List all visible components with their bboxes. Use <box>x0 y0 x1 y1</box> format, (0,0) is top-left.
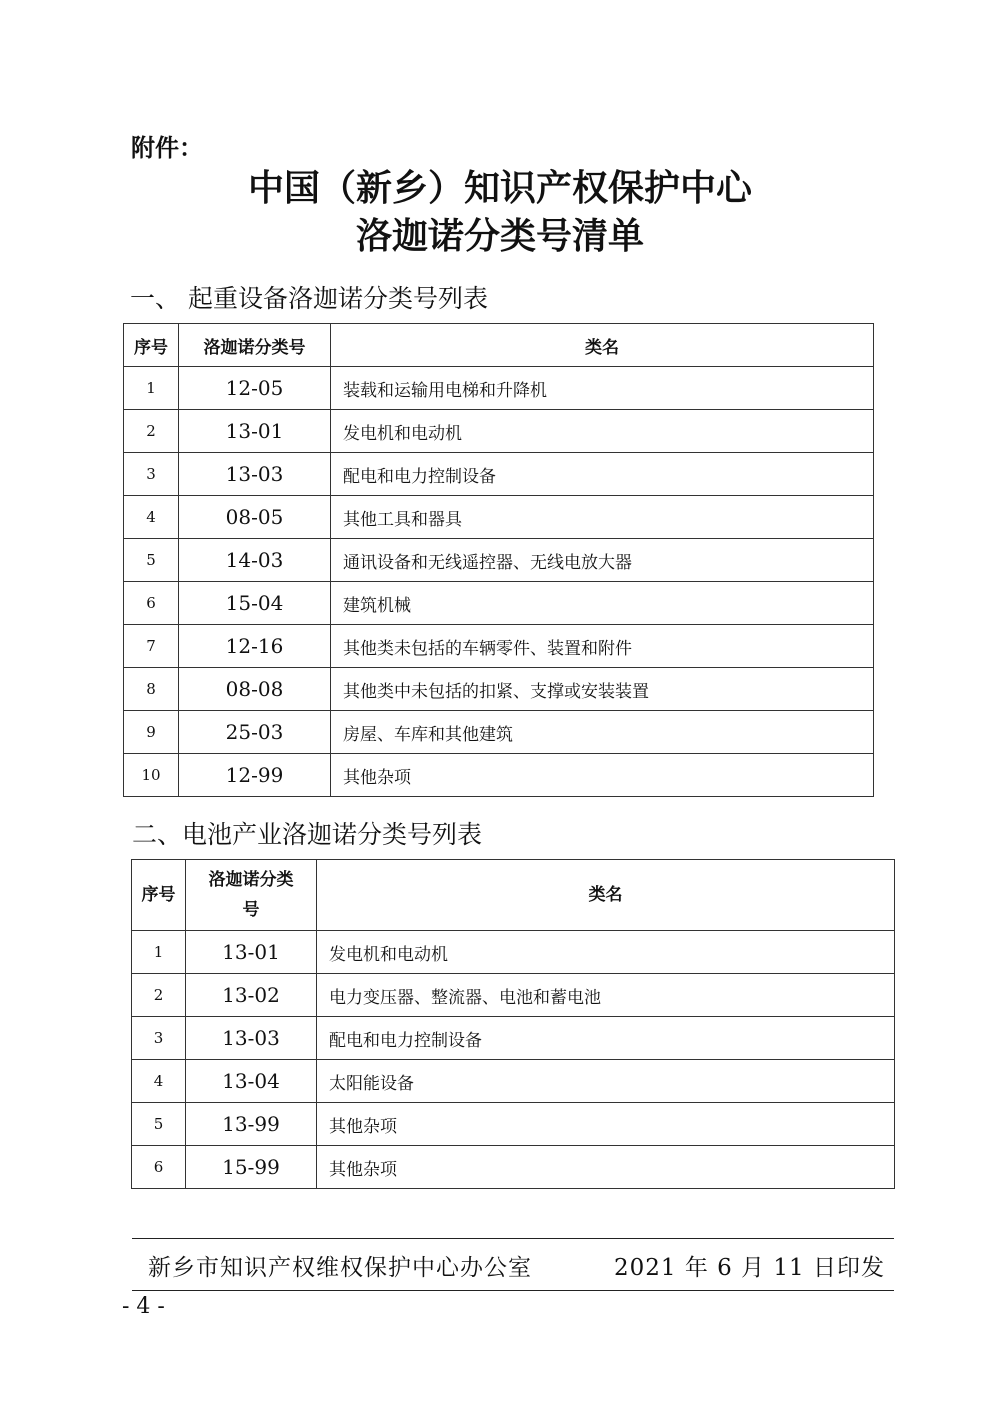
cell-name: 其他杂项 <box>317 1103 895 1146</box>
table-row <box>124 668 874 711</box>
lifting-equipment-table <box>123 323 874 797</box>
cell-serial: 5 <box>124 539 179 582</box>
cell-code: 13-02 <box>186 974 317 1017</box>
cell-code: 14-03 <box>179 539 331 582</box>
table-row <box>132 1146 895 1189</box>
table-row <box>124 496 874 539</box>
cell-name: 其他类中未包括的扣紧、支撑或安装装置 <box>331 668 874 711</box>
cell-serial: 7 <box>124 625 179 668</box>
section1-heading: 一、 起重设备洛迦诺分类号列表 <box>130 284 488 313</box>
footer-top-rule <box>132 1238 894 1239</box>
table-row <box>124 582 874 625</box>
header-locarno-code-text: 洛迦诺分类号 <box>208 870 294 920</box>
cell-serial: 1 <box>132 931 186 974</box>
cell-serial: 5 <box>132 1103 186 1146</box>
attachment-label: 附件： <box>131 133 203 162</box>
header-class-name: 类名 <box>331 324 874 367</box>
cell-code: 13-99 <box>186 1103 317 1146</box>
header-serial: 序号 <box>124 324 179 367</box>
table-row <box>132 1017 895 1060</box>
cell-name: 电力变压器、整流器、电池和蓄电池 <box>317 974 895 1017</box>
cell-serial: 3 <box>132 1017 186 1060</box>
table-row <box>132 931 895 974</box>
cell-code: 08-08 <box>179 668 331 711</box>
header-serial <box>132 860 186 931</box>
table-row <box>124 539 874 582</box>
table-header-row <box>132 860 895 931</box>
cell-name: 其他杂项 <box>317 1146 895 1189</box>
cell-serial: 4 <box>132 1060 186 1103</box>
cell-name: 建筑机械 <box>331 582 874 625</box>
cell-serial: 6 <box>124 582 179 625</box>
cell-code: 13-03 <box>186 1017 317 1060</box>
table-row <box>124 625 874 668</box>
document-title-line2: 洛迦诺分类号清单 <box>355 215 644 257</box>
cell-code: 25-03 <box>179 711 331 754</box>
header-locarno-code: 洛迦诺分类号 <box>179 324 331 367</box>
cell-name: 其他杂项 <box>331 754 874 797</box>
table-row <box>124 367 874 410</box>
cell-name: 其他工具和器具 <box>331 496 874 539</box>
header-serial-text: 序号 <box>141 885 176 905</box>
document-title-line1: 中国（新乡）知识产权保护中心 <box>247 167 752 209</box>
table-row <box>132 974 895 1017</box>
cell-serial: 1 <box>124 367 179 410</box>
cell-serial: 2 <box>132 974 186 1017</box>
cell-code: 15-04 <box>179 582 331 625</box>
cell-code: 12-05 <box>179 367 331 410</box>
cell-code: 12-16 <box>179 625 331 668</box>
cell-name: 发电机和电动机 <box>317 931 895 974</box>
cell-serial: 6 <box>132 1146 186 1189</box>
page-number: - 4 - <box>122 1294 165 1319</box>
table-row <box>124 453 874 496</box>
cell-name: 其他类未包括的车辆零件、装置和附件 <box>331 625 874 668</box>
cell-code: 12-99 <box>179 754 331 797</box>
cell-code: 13-04 <box>186 1060 317 1103</box>
table-row <box>132 1060 895 1103</box>
cell-serial: 9 <box>124 711 179 754</box>
table-header-row <box>124 324 874 367</box>
header-class-name: 类名 <box>317 860 895 931</box>
cell-code: 08-05 <box>179 496 331 539</box>
table-row <box>124 754 874 797</box>
cell-serial: 2 <box>124 410 179 453</box>
cell-name: 装载和运输用电梯和升降机 <box>331 367 874 410</box>
header-locarno-code <box>186 860 317 931</box>
cell-serial: 8 <box>124 668 179 711</box>
battery-industry-table <box>131 859 895 1189</box>
cell-name: 发电机和电动机 <box>331 410 874 453</box>
cell-serial: 10 <box>124 754 179 797</box>
cell-name: 配电和电力控制设备 <box>317 1017 895 1060</box>
footer-bottom-rule <box>132 1290 894 1291</box>
issue-date: 2021 年 6 月 11 日印发 <box>614 1255 885 1281</box>
issuer-office: 新乡市知识产权维权保护中心办公室 <box>148 1255 532 1281</box>
table-row <box>124 711 874 754</box>
cell-name: 房屋、车库和其他建筑 <box>331 711 874 754</box>
section2-heading: 二、电池产业洛迦诺分类号列表 <box>132 820 483 849</box>
cell-code: 13-01 <box>179 410 331 453</box>
cell-code: 13-01 <box>186 931 317 974</box>
table-row <box>132 1103 895 1146</box>
cell-code: 13-03 <box>179 453 331 496</box>
cell-name: 配电和电力控制设备 <box>331 453 874 496</box>
table-row <box>124 410 874 453</box>
cell-serial: 3 <box>124 453 179 496</box>
cell-code: 15-99 <box>186 1146 317 1189</box>
cell-name: 通讯设备和无线遥控器、无线电放大器 <box>331 539 874 582</box>
cell-name: 太阳能设备 <box>317 1060 895 1103</box>
cell-serial: 4 <box>124 496 179 539</box>
